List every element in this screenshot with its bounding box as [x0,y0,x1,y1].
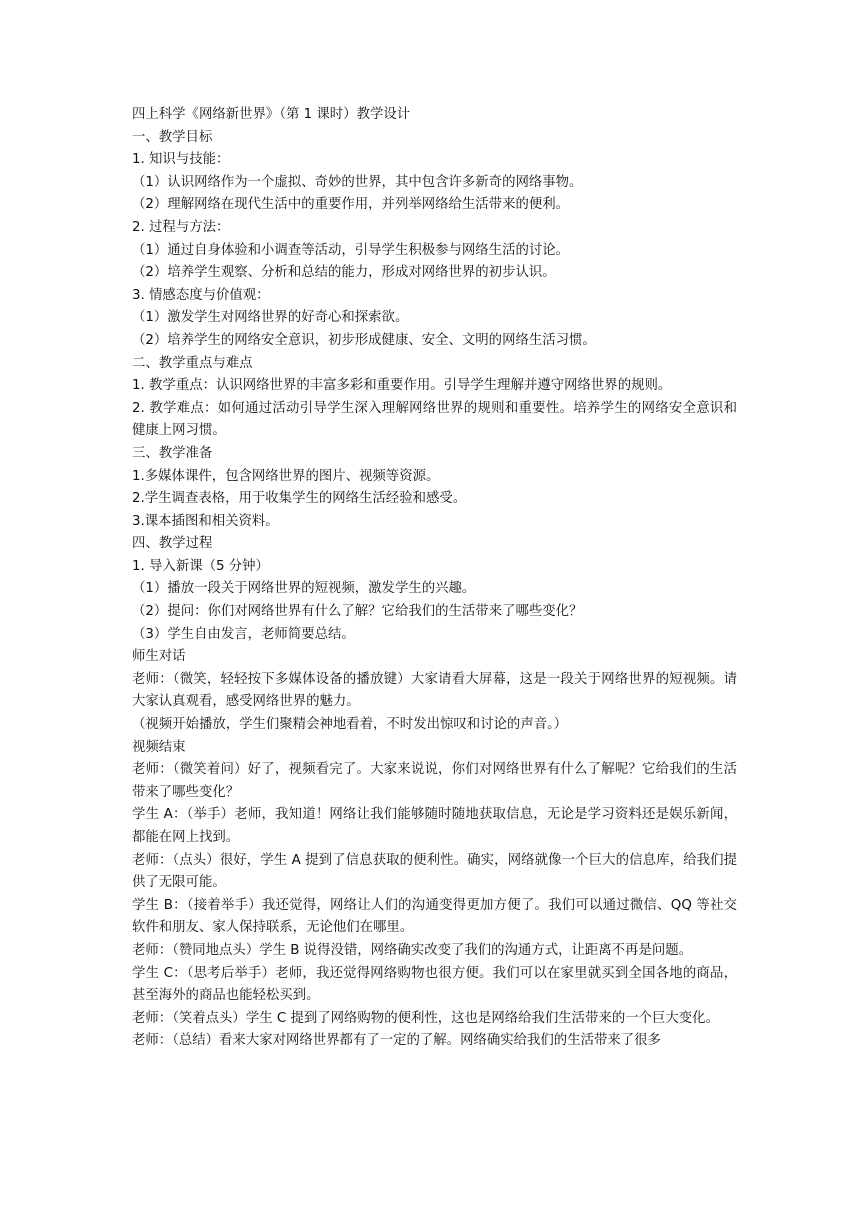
paragraph: 老师：（总结）看来大家对网络世界都有了一定的了解。网络确实给我们的生活带来了很多 [132,1033,661,1049]
paragraph: 老师：（赞同地点头）学生 B 说得没错，网络确实改变了我们的沟通方式，让距离不再是问题。 [132,942,693,958]
paragraph: 老师：（微笑，轻轻按下多媒体设备的播放键）大家请看大屏幕，这是一段关于网络世界的短视频。请大家认真观看，感受网络世界的魅力。 [132,671,737,710]
paragraph: 2.学生调查表格，用于收集学生的网络生活经验和感受。 [132,491,467,507]
paragraph: 1. 导入新课（5 分钟） [132,558,269,574]
paragraph: 四、教学过程 [132,536,213,552]
paragraph: 1. 教学重点：认识网络世界的丰富多彩和重要作用。引导学生理解并遵守网络世界的规则。 [132,378,672,394]
paragraph: 老师：（点头）很好，学生 A 提到了信息获取的便利性。确实，网络就像一个巨大的信息库，给我们提供了无限可能。 [132,852,737,891]
paragraph: 1.多媒体课件，包含网络世界的图片、视频等资源。 [132,468,440,484]
paragraph: （2）理解网络在现代生活中的重要作用，并列举网络给生活带来的便利。 [132,197,570,213]
paragraph: 学生 A：（举手）老师，我知道！网络让我们能够随时随地获取信息，无论是学习资料还是娱乐新闻，都能在网上找到。 [132,807,737,845]
paragraph: 一、教学目标 [132,129,213,145]
paragraph: （3）学生自由发言，老师简要总结。 [132,626,355,642]
paragraph: 3.课本插图和相关资料。 [132,513,279,529]
paragraph: 师生对话 [132,649,186,665]
paragraph: 学生 C：（思考后举手）老师，我还觉得网络购物也很方便。我们可以在家里就买到全国各地的商品，甚至海外的商品也能轻松买到。 [132,965,737,1004]
paragraph: 老师：（笑着点头）学生 C 提到了网络购物的便利性，这也是网络给我们生活带来的一个巨大变化。 [132,1010,719,1026]
paragraph: （2）培养学生的网络安全意识，初步形成健康、安全、文明的网络生活习惯。 [132,332,596,348]
paragraph: 三、教学准备 [132,445,213,461]
document-body [132,127,737,1053]
paragraph: 1. 知识与技能： [132,152,230,168]
paragraph: （2）提问：你们对网络世界有什么了解？它给我们的生活带来了哪些变化？ [132,604,583,620]
paragraph: 老师：（微笑着问）好了，视频看完了。大家来说说，你们对网络世界有什么了解呢？它给我们的生活带来了哪些变化？ [132,762,737,800]
paragraph: （1）认识网络作为一个虚拟、奇妙的世界，其中包含许多新奇的网络事物。 [132,174,583,190]
paragraph: （1）播放一段关于网络世界的短视频，激发学生的兴趣。 [132,581,476,597]
document-page [132,104,737,1053]
paragraph: （1）激发学生对网络世界的好奇心和探索欲。 [132,310,409,326]
paragraph: 2. 教学难点：如何通过活动引导学生深入理解网络世界的规则和重要性。培养学生的网络安全意识和健康上网习惯。 [132,400,737,439]
paragraph: （视频开始播放，学生们聚精会神地看着，不时发出惊叹和讨论的声音。） [132,717,568,733]
paragraph: （1）通过自身体验和小调查等活动，引导学生积极参与网络生活的讨论。 [132,242,570,258]
paragraph: 2. 过程与方法： [132,219,230,235]
paragraph: 二、教学重点与难点 [132,355,253,371]
document-title: 四上科学《网络新世界》（第 1 课时）教学设计 [132,107,411,122]
paragraph: 学生 B：（接着举手）我还觉得，网络让人们的沟通变得更加方便了。我们可以通过微信、QQ 等社交软件和朋友、家人保持联系，无论他们在哪里。 [132,897,737,936]
paragraph: （2）培养学生观察、分析和总结的能力，形成对网络世界的初步认识。 [132,265,556,281]
paragraph: 3. 情感态度与价值观： [132,287,270,303]
paragraph: 视频结束 [132,739,186,755]
